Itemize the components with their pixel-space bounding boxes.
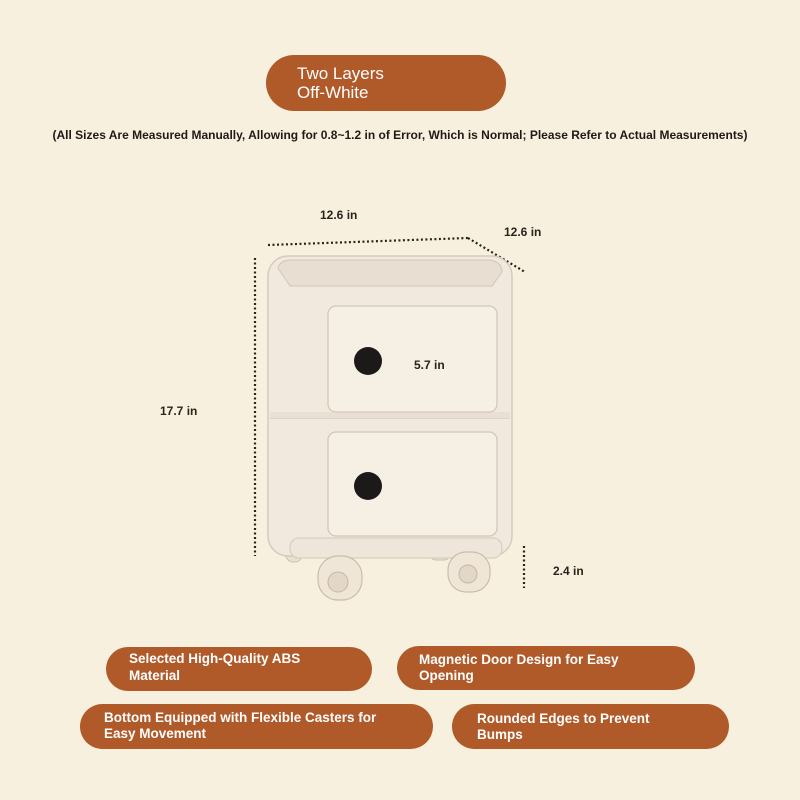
caster-front-left — [318, 556, 362, 600]
feature-abs-material — [106, 647, 372, 691]
cabinet-top-tray — [278, 260, 502, 286]
layer-seam-shadow — [270, 412, 510, 418]
title-line-color: Off-White — [297, 83, 369, 102]
feature-casters — [80, 704, 433, 749]
feature-line: Material — [129, 668, 181, 683]
lower-door-panel — [328, 432, 497, 536]
feature-magnetic-door — [397, 646, 695, 690]
feature-line: Easy Movement — [104, 726, 207, 741]
feature-line: Opening — [419, 668, 474, 683]
feature-rounded-edges — [452, 704, 729, 749]
lower-door-handle — [354, 472, 382, 500]
feature-line: Bottom Equipped with Flexible Casters for — [104, 710, 377, 725]
upper-door-panel — [328, 306, 497, 412]
height-label: 17.7 in — [160, 404, 198, 418]
feature-line: Magnetic Door Design for Easy — [419, 652, 619, 667]
caster-height-label: 2.4 in — [553, 564, 584, 578]
drawer-height-label: 5.7 in — [414, 358, 445, 372]
upper-door-handle — [354, 347, 382, 375]
title-line-layers: Two Layers — [297, 64, 384, 83]
depth-label: 12.6 in — [504, 225, 542, 239]
feature-line: Selected High-Quality ABS — [129, 651, 301, 666]
width-dimension-line — [268, 238, 468, 245]
measurement-note: (All Sizes Are Measured Manually, Allowing for 0.8~1.2 in of Error, Which is Normal; Please Refer to Actual Measurements) — [52, 128, 748, 142]
width-label: 12.6 in — [320, 208, 358, 222]
feature-line: Rounded Edges to Prevent — [477, 711, 650, 726]
feature-line: Bumps — [477, 727, 523, 742]
caster-front-right — [448, 552, 490, 592]
